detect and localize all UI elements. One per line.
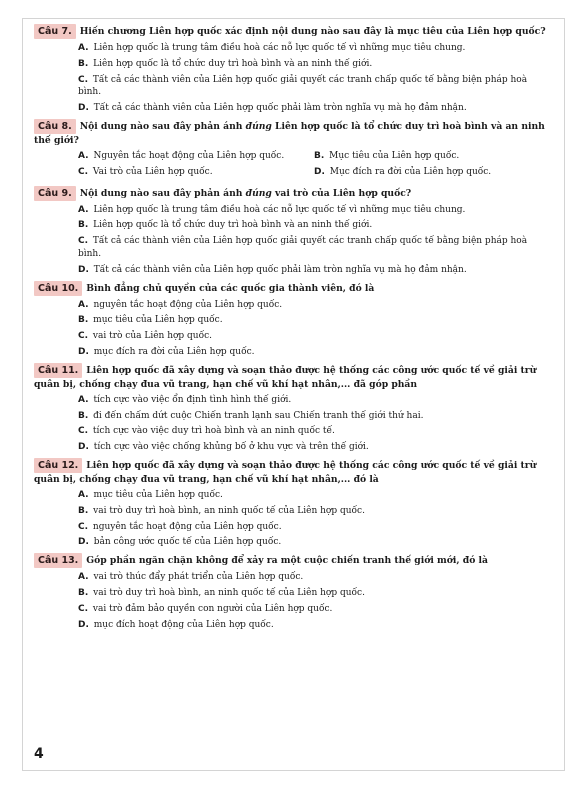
emphasis: đúng (245, 120, 272, 132)
question-text (34, 281, 546, 296)
option-a: A. Liên hợp quốc là trung tâm điều hoà các nỗ lực quốc tế vì những mục tiêu chung. (78, 204, 466, 215)
question-text (34, 553, 546, 568)
option-b: B. vai trò duy trì hoà bình, an ninh quốc tế của Liên hợp quốc. (78, 505, 365, 516)
question-stem: Bình đẳng chủ quyền của các quốc gia thành viên, đó là (86, 282, 375, 294)
option-a: A. Liên hợp quốc là trung tâm điều hoà các nỗ lực quốc tế vì những mục tiêu chung. (78, 43, 466, 53)
option-a: A. vai trò thúc đẩy phát triển của Liên hợp quốc. (78, 572, 304, 583)
question-list (34, 20, 546, 634)
option-b: B. mục tiêu của Liên hợp quốc. (78, 315, 223, 326)
option-d: D. Tất cả các thành viên của Liên hợp quốc phải làm tròn nghĩa vụ mà họ đảm nhận. (78, 264, 467, 275)
question-label: Câu 8. (34, 119, 76, 134)
option-b: B. đi đến chấm dứt cuộc Chiến tranh lạnh sau Chiến tranh thế giới thứ hai. (78, 410, 424, 421)
question-label: Câu 13. (34, 553, 82, 568)
option-c: C. vai trò của Liên hợp quốc. (78, 331, 212, 342)
option-c: C. tích cực vào việc duy trì hoà bình và an ninh quốc tế. (78, 426, 335, 437)
question-text (34, 24, 546, 39)
question-label: Câu 9. (34, 186, 76, 201)
option-d: D. Mục đích ra đời của Liên hợp quốc. (314, 166, 492, 177)
option-d: D. mục đích ra đời của Liên hợp quốc. (78, 346, 255, 357)
question-label: Câu 11. (34, 363, 82, 378)
question-text (34, 363, 546, 391)
option-d: D. mục đích hoạt động của Liên hợp quốc. (78, 619, 274, 630)
question-label: Câu 7. (34, 24, 76, 39)
option-a: A. tích cực vào việc ổn định tình hình thế giới. (78, 394, 292, 405)
option-b: B. Liên hợp quốc là tổ chức duy trì hoà bình và an ninh thế giới. (78, 220, 373, 231)
option-d: D. bản công ước quốc tế của Liên hợp quốc. (78, 537, 282, 548)
option-d: D. tích cực vào việc chống khủng bố ở khu vực và trên thế giới. (78, 442, 369, 453)
option-b: B. Liên hợp quốc là tổ chức duy trì hoà bình và an ninh thế giới. (78, 58, 373, 69)
option-c: C. Tất cả các thành viên của Liên hợp quốc giải quyết các tranh chấp quốc tế bằng biện pháp hoà bình. (78, 74, 528, 98)
option-a: A. Nguyên tắc hoạt động của Liên hợp quốc. (78, 150, 285, 161)
option-c: C. vai trò đảm bảo quyền con người của Liên hợp quốc. (78, 603, 333, 614)
question-9 (34, 186, 546, 277)
option-c: C. Tất cả các thành viên của Liên hợp quốc giải quyết các tranh chấp quốc tế bằng biện pháp hoà bình. (78, 236, 528, 259)
question-8 (34, 119, 546, 182)
page-number: 4 (34, 746, 44, 762)
question-12 (34, 458, 546, 549)
option-a: A. nguyên tắc hoạt động của Liên hợp quốc. (78, 299, 283, 310)
option-b: B. Mục tiêu của Liên hợp quốc. (314, 150, 460, 161)
question-13 (34, 553, 546, 631)
question-stem: Liên hợp quốc đã xây dựng và soạn thảo được hệ thống các công ước quốc tế về giải trừ quân bị, chống chạy đua vũ trang, hạn chế vũ khí hạt nhân,... đó là (34, 459, 537, 485)
question-label: Câu 10. (34, 281, 82, 296)
question-11 (34, 363, 546, 454)
question-text: Câu 8. Nội dung nào sau đây phản ánh đúng Liên hợp quốc là tổ chức duy trì hoà bình và an ninh thế giới? (34, 120, 545, 146)
question-10 (34, 281, 546, 359)
question-label: Câu 12. (34, 458, 82, 473)
option-a: A. mục tiêu của Liên hợp quốc. (78, 489, 223, 500)
question-stem: Góp phần ngăn chặn không để xảy ra một cuộc chiến tranh thế giới mới, đó là (86, 555, 488, 567)
question-stem: Liên hợp quốc đã xây dựng và soạn thảo được hệ thống các công ước quốc tế về giải trừ quân bị, chống chạy đua vũ trang, hạn chế vũ khí hạt nhân,... đã góp phần (34, 364, 537, 390)
option-b: B. vai trò duy trì hoà bình, an ninh quốc tế của Liên hợp quốc. (78, 587, 365, 598)
question-7 (34, 24, 546, 115)
emphasis: đúng (245, 187, 272, 199)
question-text (34, 458, 546, 486)
option-d: D. Tất cả các thành viên của Liên hợp quốc phải làm tròn nghĩa vụ mà họ đảm nhận. (78, 103, 467, 114)
option-c: C. nguyên tắc hoạt động của Liên hợp quốc. (78, 521, 282, 532)
question-stem: Hiến chương Liên hợp quốc xác định nội dung nào sau đây là mục tiêu của Liên hợp quốc? (79, 26, 546, 37)
question-text: Câu 9. Nội dung nào sau đây phản ánh đúng vai trò của Liên hợp quốc? (34, 186, 546, 201)
option-c: C. Vai trò của Liên hợp quốc. (78, 166, 213, 177)
